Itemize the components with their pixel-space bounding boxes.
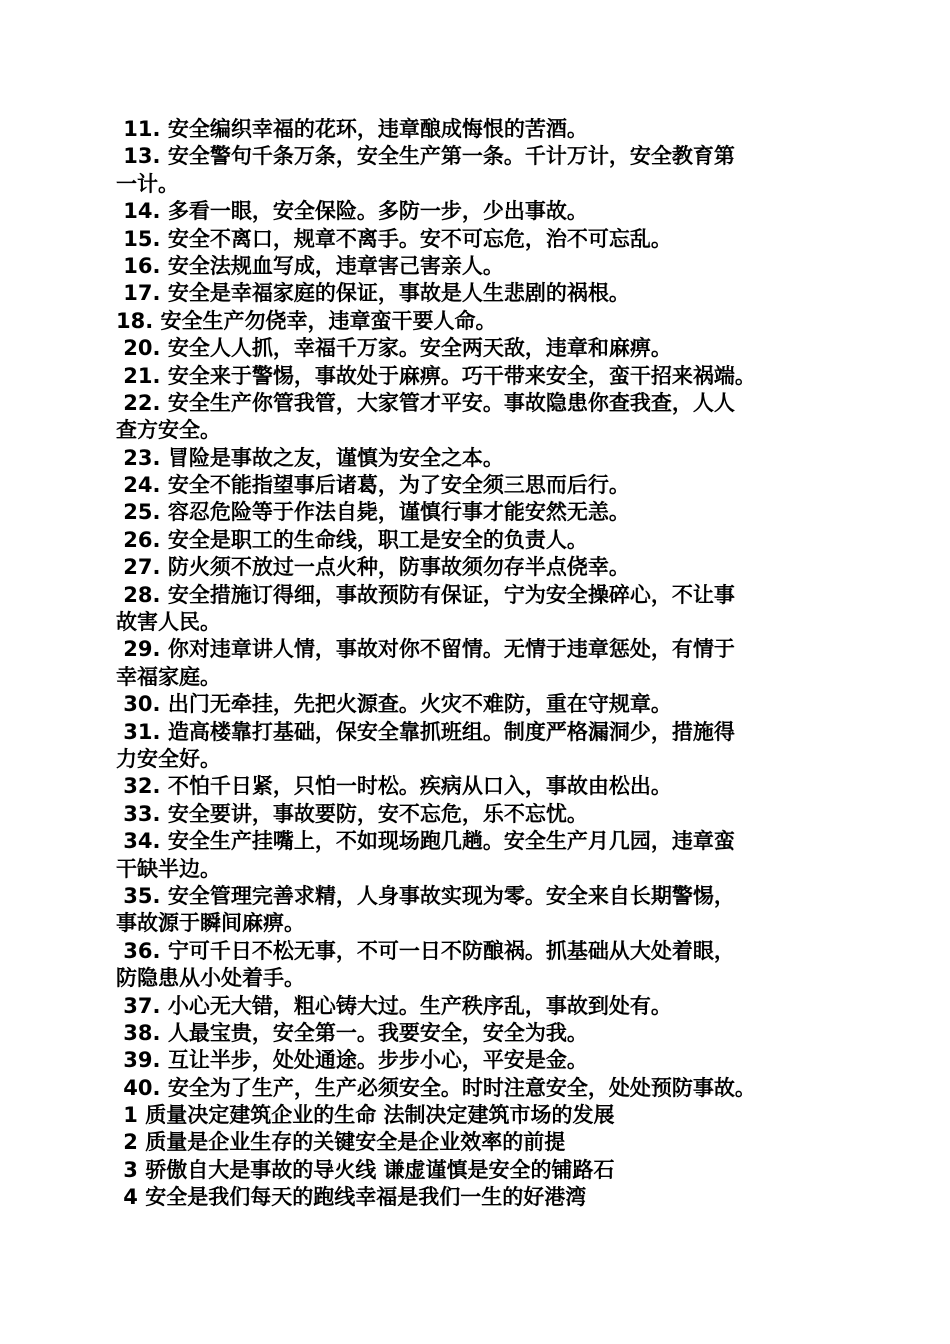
text-line: 23. 冒险是事故之友，谨慎为安全之本。 xyxy=(116,445,504,470)
text-line: 3 骄傲自大是事故的导火线 谦虚谨慎是安全的铺路石 xyxy=(116,1157,615,1182)
slogan-list xyxy=(116,116,828,1212)
text-line: 干缺半边。 xyxy=(116,856,221,881)
text-line: 36. 宁可千日不松无事，不可一日不防酿祸。抓基础从大处着眼， xyxy=(116,938,735,963)
text-line: 34. 安全生产挂嘴上，不如现场跑几趟。安全生产月几园，违章蛮 xyxy=(116,829,735,854)
text-line: 26. 安全是职工的生命线，职工是安全的负责人。 xyxy=(116,527,588,552)
text-line: 28. 安全措施订得细，事故预防有保证，宁为安全操碎心，不让事 xyxy=(116,582,735,607)
text-line: 17. 安全是幸福家庭的保证，事故是人生悲剧的祸根。 xyxy=(116,281,630,306)
text-line: 31. 造高楼靠打基础，保安全靠抓班组。制度严格漏洞少，措施得 xyxy=(116,719,735,744)
text-line: 37. 小心无大错，粗心铸大过。生产秩序乱，事故到处有。 xyxy=(116,993,672,1018)
text-line: 25. 容忍危险等于作法自毙，谨慎行事才能安然无恙。 xyxy=(116,500,630,525)
text-line: 29. 你对违章讲人情，事故对你不留情。无情于违章惩处，有情于 xyxy=(116,637,735,662)
text-line: 15. 安全不离口，规章不离手。安不可忘危，治不可忘乱。 xyxy=(116,226,672,251)
text-line: 故害人民。 xyxy=(116,610,221,635)
text-line: 24. 安全不能指望事后诸葛，为了安全须三思而后行。 xyxy=(116,473,630,498)
text-line: 幸福家庭。 xyxy=(116,664,221,689)
text-line: 22. 安全生产你管我管，大家管才平安。事故隐患你查我查，人人 xyxy=(116,390,735,415)
text-line: 11. 安全编织幸福的花环，违章酿成悔恨的苦酒。 xyxy=(116,117,588,141)
text-line: 30. 出门无牵挂，先把火源查。火灾不难防，重在守规章。 xyxy=(116,692,672,717)
text-line: 39. 互让半步，处处通途。步步小心，平安是金。 xyxy=(116,1048,588,1073)
text-line: 事故源于瞬间麻痹。 xyxy=(116,911,305,936)
text-line: 一计。 xyxy=(116,171,179,196)
text-line: 20. 安全人人抓，幸福千万家。安全两天敌，违章和麻痹。 xyxy=(116,336,672,361)
text-line: 32. 不怕千日紧，只怕一时松。疾病从口入，事故由松出。 xyxy=(116,774,672,799)
text-line: 14. 多看一眼，安全保险。多防一步，少出事故。 xyxy=(116,199,588,224)
text-line: 1 质量决定建筑企业的生命 法制决定建筑市场的发展 xyxy=(116,1103,615,1128)
text-line: 35. 安全管理完善求精，人身事故实现为零。安全来自长期警惕， xyxy=(116,883,735,908)
text-line: 21. 安全来于警惕，事故处于麻痹。巧干带来安全，蛮干招来祸端。 xyxy=(116,363,756,388)
text-line: 2 质量是企业生存的关键安全是企业效率的前提 xyxy=(116,1130,566,1155)
text-line: 13. 安全警句千条万条，安全生产第一条。千计万计，安全教育第 xyxy=(116,144,735,169)
text-line: 4 安全是我们每天的跑线幸福是我们一生的好港湾 xyxy=(116,1185,587,1210)
text-line: 40. 安全为了生产，生产必须安全。时时注意安全，处处预防事故。 xyxy=(116,1075,756,1100)
text-line: 防隐患从小处着手。 xyxy=(116,966,305,991)
text-line: 38. 人最宝贵，安全第一。我要安全，安全为我。 xyxy=(116,1020,588,1045)
text-line: 力安全好。 xyxy=(116,746,221,771)
text-line: 查方安全。 xyxy=(116,418,221,443)
text-line: 16. 安全法规血写成，违章害己害亲人。 xyxy=(116,253,504,278)
text-line: 18. 安全生产勿侥幸，违章蛮干要人命。 xyxy=(116,308,497,333)
text-line: 33. 安全要讲，事故要防，安不忘危，乐不忘忧。 xyxy=(116,801,588,826)
text-line: 27. 防火须不放过一点火种，防事故须勿存半点侥幸。 xyxy=(116,555,630,580)
